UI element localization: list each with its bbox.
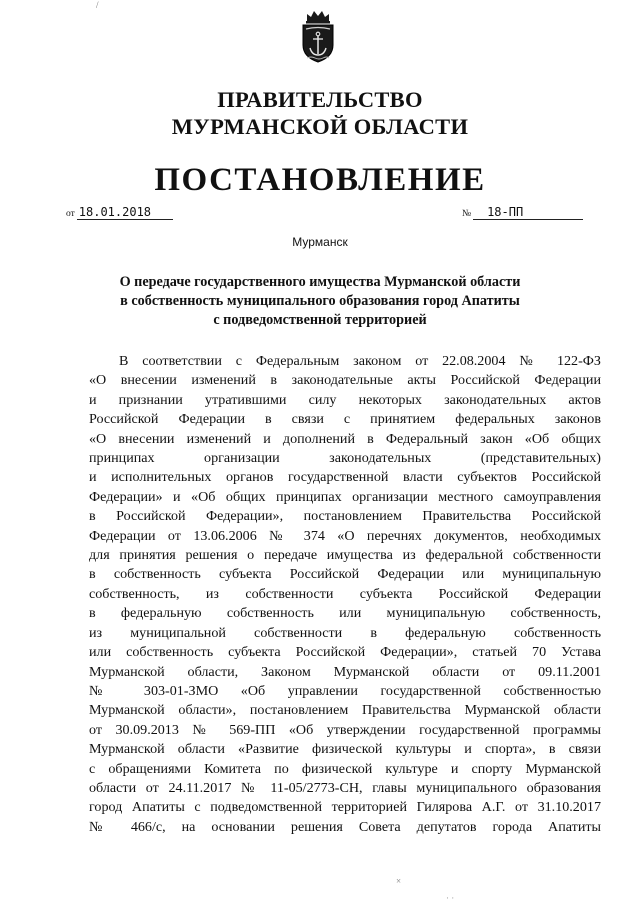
- date-label: от: [66, 209, 75, 219]
- body-text-line: Российской Федерации в связи с принятием федеральных законов: [89, 411, 601, 428]
- date-value: 18.01.2018: [77, 205, 173, 220]
- body-text-line: № 466/с, на основании решения Совета депутатов города Апатиты: [89, 818, 601, 835]
- body-text-line: области от 24.11.2017 № 11-05/2773-СН, главы муниципального образования: [89, 779, 601, 796]
- body-text-line: «О внесении изменений в законодательные акты Российской Федерации: [89, 372, 601, 389]
- body-text-line: собственность, из собственности субъекта Российской Федерации: [89, 585, 601, 602]
- body-text-line: город Апатиты с подведомственной территорией Гилярова А.Г. от 31.10.2017: [89, 799, 601, 816]
- subject-line: О передаче государственного имущества Мурманской области: [119, 274, 521, 290]
- document-subject: [60, 273, 580, 330]
- body-text-line: или собственность субъекта Российской Федерации», статьей 70 Устава: [89, 644, 601, 661]
- murmansk-coat-of-arms-icon: [298, 8, 338, 64]
- body-text-line: и исполнительных органов государственной власти субъектов Российской: [89, 469, 601, 486]
- body-text-line: для принятия решения о передаче имущества из федеральной собственности: [89, 547, 601, 564]
- scan-mark: · ·: [446, 893, 455, 903]
- scan-mark: ×: [396, 876, 402, 886]
- document-body: [89, 352, 601, 837]
- body-text-line: принципах организации законодательных (представительных): [89, 450, 601, 467]
- body-text-line: Мурманской области, Законом Мурманской области от 09.11.2001: [89, 663, 601, 680]
- city-name: Мурманск: [292, 235, 348, 249]
- organization-name-line1: ПРАВИТЕЛЬСТВО: [217, 87, 423, 112]
- body-text-line: в федеральную собственность или муниципальную собственность,: [89, 605, 601, 622]
- body-text-line: Мурманской области», постановлением Правительства Мурманской области: [89, 702, 601, 719]
- subject-line: в собственность муниципального образования город Апатиты: [120, 293, 520, 309]
- scan-mark: /: [96, 0, 99, 10]
- document-type-title: ПОСТАНОВЛЕНИЕ: [154, 162, 486, 198]
- organization-name-line2: МУРМАНСКОЙ ОБЛАСТИ: [171, 114, 469, 139]
- body-text-line: Мурманской области «Развитие физической культуры и спорта», в связи: [89, 741, 601, 758]
- document-date: [66, 205, 173, 220]
- body-text-line: «О внесении изменений и дополнений в Федеральный закон «Об общих: [89, 430, 601, 447]
- body-text-line: и признании утратившими силу некоторых законодательных актов: [89, 391, 601, 408]
- number-value: 18-ПП: [473, 205, 583, 220]
- body-text-line: в собственность субъекта Российской Федерации или муниципальную: [89, 566, 601, 583]
- number-label: №: [462, 209, 472, 219]
- body-text-line: в Российской Федерации», постановлением Правительства Российской: [89, 508, 601, 525]
- body-text-line: от 30.09.2013 № 569-ПП «Об утверждении государственной программы: [89, 721, 601, 738]
- body-text-line: Федерации от 13.06.2006 № 374 «О перечнях документов, необходимых: [89, 527, 601, 544]
- body-text-line: Федерации» и «Об общих принципах организации местного самоуправления: [89, 488, 601, 505]
- body-text-line: с обращениями Комитета по физической культуре и спорту Мурманской: [89, 760, 601, 777]
- subject-line: с подведомственной территорией: [213, 312, 427, 328]
- body-text-line: № 303-01-ЗМО «Об управлении государственной собственностью: [89, 682, 601, 699]
- document-number: [462, 205, 583, 220]
- body-text-line: из муниципальной собственности в федеральную собственность: [89, 624, 601, 641]
- body-text-line: В соответствии с Федеральным законом от 22.08.2004 № 122-ФЗ: [119, 353, 601, 369]
